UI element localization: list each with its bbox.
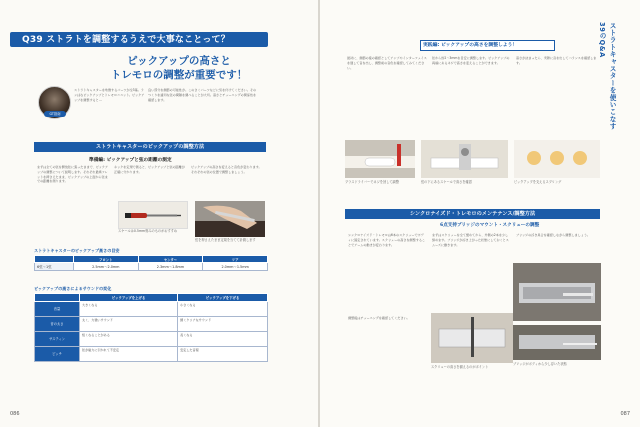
springs-illustration [514,140,600,178]
sound-table-title: ピックアップの高さによるサウンドの変化 [34,286,112,291]
table-header [35,294,80,302]
body-column-2: ネックを定規で測ると、ピックアップと弦の距離が正確に分かります。 [114,165,185,174]
table-cell: 弦が磁力に引かれて不安定 [80,347,178,362]
tremolo-section-title: シンクロナイズド・トレモロのメンテナンス/調整方法 [409,211,536,217]
row-label: ピッチ [35,347,80,362]
section-title: ストラトキャスターのピックアップの調整方法 [95,144,205,150]
table-header-row [35,256,268,263]
springs-photo [514,140,600,178]
table-cell: 短くなることがある [80,332,178,347]
row-label: 音量 [35,302,80,317]
measuring-photo [195,201,265,237]
tremolo-column-4: 調整後はチューニングを確認してください。 [348,316,410,320]
table-row [35,332,268,347]
row-label: 音の太さ [35,317,80,332]
right-column-3: 高さが決まったら、実際に音を出してバランスを確認します。 [516,56,597,65]
bridge-photo-large [513,263,601,321]
avatar-badge: GT指南 [44,111,66,117]
headline-line1: ピックアップの高さと [127,55,231,67]
page-number-right: 087 [620,411,630,417]
table-row [35,302,268,317]
caption-springs: ピックアップを支えるスプリング [514,180,562,184]
sound-table [34,293,268,362]
table-row [35,263,268,271]
height-table [34,255,268,271]
row-label: サスティン [35,332,80,347]
right-column-1: 最初に、調節の後の確認としてアンプやインターフェイスを通して音を出し、調整前の音色を確認してみてください。 [347,56,427,70]
question-title: Q39 ストラトを調整するうえで大事なことって？ [22,35,230,45]
table-cell: 大きくなる [80,302,178,317]
table-cell: 安定した音程 [178,347,268,362]
table-cell: 太く、力強いサウンド [80,317,178,332]
table-header-row [35,294,268,302]
table-header [35,256,74,263]
table-cell: 小さくなる [178,302,268,317]
body-column-1: まずは全ての弦を開放弦に張ったままで、ピックアップの調整について説明します。それぞれ最終フレットを押さえたまま、ピックアップの上面から弦までの距離を測ります。 [37,165,108,184]
adjust-photo [345,140,415,178]
bridge-illustration-b [513,325,601,360]
caption-bridge-b: ブリッジがボディから少し浮いた状態 [513,362,567,366]
bridge-photo-a [431,313,513,363]
scale-photo [421,140,508,178]
height-table-title: ストラトキャスターのピックアップ高さの目安 [34,248,120,253]
pickup-adjust-illustration [345,140,415,178]
tremolo-column-2: まずはスクリューを全て緩めてから、外側の2本を少し締めます。ブリッジが浮き上がった状態にしておくとスムーズに動きます。 [432,233,509,247]
caption-scale: 弦の下にあるスケールで高さを確認 [421,180,472,184]
intro-column-1: ストラトキャスターを象徴するパーツが全3基。ランばなピックアップとトレモロユニット。ピックアップを調整すると... [74,88,145,102]
bridge-illustration-large [513,263,601,321]
right-column-2: 弦から約2〜3mmを目安に調整します。ピックアップの両端にあるネジで高さを変えることができます。 [432,56,510,65]
scale-illustration [421,140,508,178]
body-column-3: ピックアップの高さを変えると音色が変わります。それぞれの弦の位置で調整しましょう。 [191,165,262,174]
caption-tool: スケールは0.5mm刻みのものがおすすめ [118,229,178,233]
table-header: ピックアップを下げる [178,294,268,302]
page-number-left: 086 [10,411,20,417]
table-cell: 2.3mm〜1.8mm [138,263,203,271]
measuring-illustration [195,201,265,237]
practice-header: 実践編: ピックアップの高さを調整しよう！ [423,43,518,48]
table-header: センター [138,256,203,263]
bridge-photo-b [513,325,601,360]
headline-line2: トレモロの調整が重要です！ [110,69,248,81]
running-head-vertical: ストラトキャスターを使いこなす39のQ&A [598,22,616,130]
caption-measure: 弦を押さえたまま定規を当てて計測します [195,238,256,242]
table-cell: 6弦〜1弦 [35,263,74,271]
intro-column-2: 良い部分を調節の可能性が。このさくパーツなどに気を付けてください。そのつくりを適切な弦の間隔を調べることが大切。高さとチューニングの関係性を確認します。 [148,88,257,102]
table-cell: 細くクリアなサウンド [178,317,268,332]
table-header: ピックアップを上げる [80,294,178,302]
table-cell: 長くなる [178,332,268,347]
headline [104,54,254,82]
section-subheading: 準備編: ピックアップと弦の距離の測定 [89,158,172,163]
table-header: フロント [73,256,138,263]
screwdriver-photo [118,201,188,229]
tremolo-column-3: ブリッジの浮き具合を確認しながら調整しましょう。 [516,233,591,237]
tremolo-subheading: 6点支持ブリッジのマウント・スクリューの調整 [440,223,540,228]
caption-adjust: プラスドライバーでネジを回して調整 [345,180,399,184]
caption-bridge-a: スクリューの高さを揃えるのがポイント [431,365,489,369]
table-row [35,347,268,362]
tremolo-column-1: シンクロナイズド・トレモロは6本のスクリューでボディに固定されています。スクリューの高さを調整することでアームの動きが変わります。 [348,233,426,247]
table-cell: 2.0mm〜1.5mm [203,263,268,271]
table-header: リア [203,256,268,263]
table-row [35,317,268,332]
bridge-illustration-a [431,313,513,363]
screwdriver-illustration [119,202,187,228]
left-page [0,0,318,427]
table-cell: 2.5mm〜2.0mm [73,263,138,271]
